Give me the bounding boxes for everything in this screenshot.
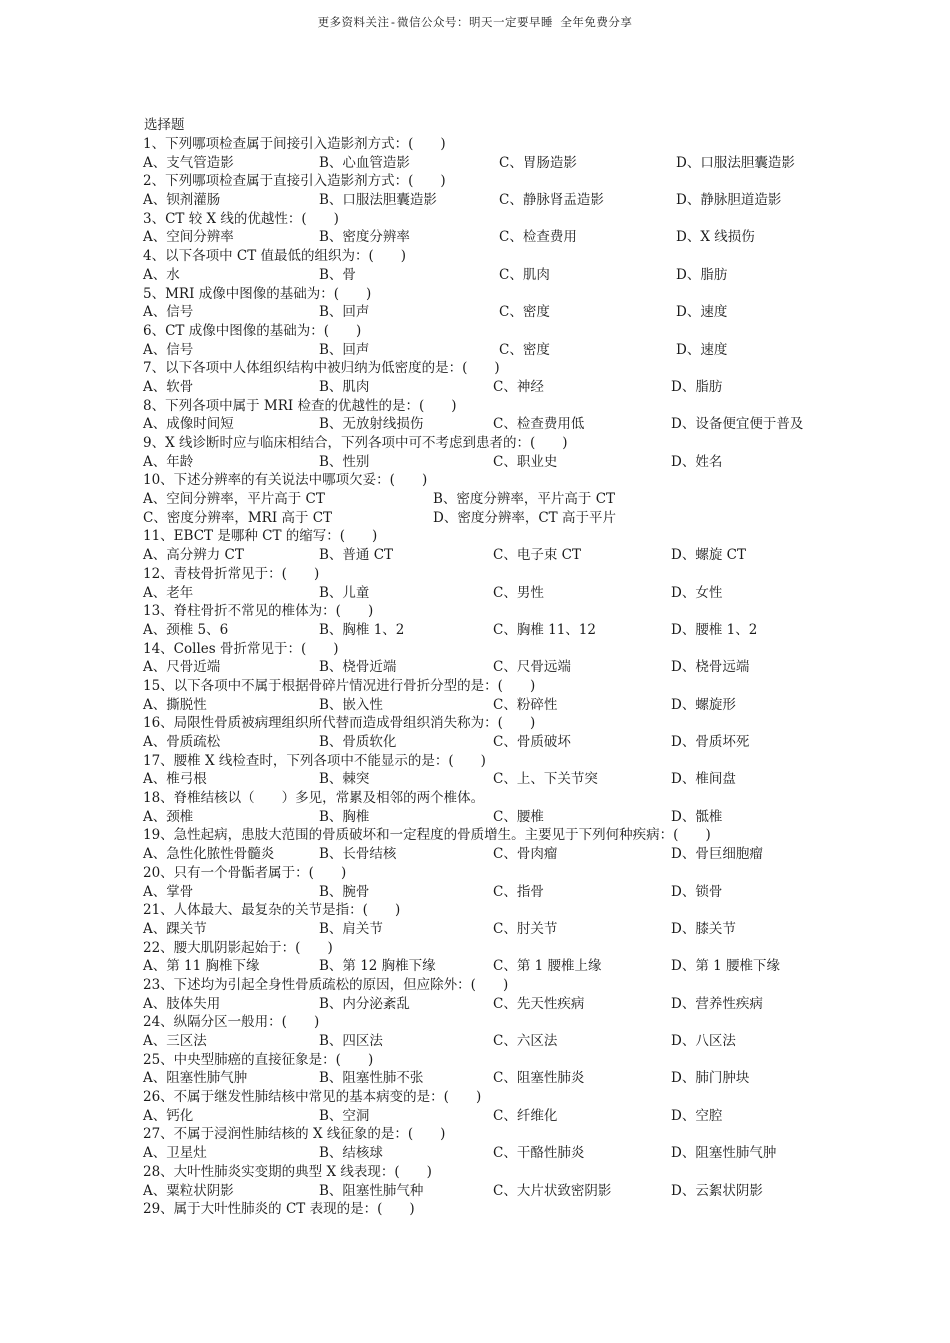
option-row — [143, 845, 843, 864]
option-b: B、肩关节 — [319, 920, 383, 937]
option-c: C、肘关节 — [493, 920, 558, 937]
option-row — [143, 154, 843, 173]
question-stem: 13、脊柱骨折不常见的椎体为：( ) — [143, 603, 374, 620]
question-stem: 28、大叶性肺炎实变期的典型 X 线表现：( ) — [143, 1163, 432, 1180]
question-stem: 17、腰椎 X 线检查时，下列各项中不能显示的是：( ) — [143, 752, 486, 769]
option-c: C、胸椎 11、12 — [493, 621, 596, 638]
option-d: D、云絮状阴影 — [671, 1182, 763, 1199]
option-row — [143, 621, 843, 640]
option-c: C、密度 — [499, 304, 550, 321]
option-a: A、掌骨 — [143, 883, 194, 900]
option-d: D、脂肪 — [676, 266, 728, 283]
option-c: C、第 1 腰椎上缘 — [493, 958, 602, 975]
option-c: C、六区法 — [493, 1033, 558, 1049]
option-row — [143, 920, 843, 939]
question-stem: 22、腰大肌阴影起始于：( ) — [143, 939, 333, 956]
option-c: C、大片状致密阴影 — [493, 1182, 612, 1199]
option-c: C、先天性疾病 — [493, 995, 585, 1012]
question-stem: 16、局限性骨质被病理组织所代替而造成骨组织消失称为：( ) — [143, 715, 536, 732]
option-b: B、胸椎 1、2 — [319, 621, 405, 638]
option-d: D、桡骨远端 — [671, 659, 750, 676]
option-c: C、静脉肾盂造影 — [499, 192, 604, 209]
question-stem: 19、急性起病，患肢大范围的骨质破坏和一定程度的骨质增生。主要见于下列何种疾病：( ) — [143, 827, 711, 844]
question-stem: 12、青枝骨折常见于：( ) — [143, 565, 320, 582]
option-d: D、速度 — [676, 304, 728, 321]
option-d: D、密度分辨率，CT 高于平片 — [433, 509, 616, 526]
option-c: C、纤维化 — [493, 1107, 558, 1124]
option-d: D、骨质坏死 — [671, 734, 750, 750]
option-row — [143, 770, 843, 789]
option-b: B、密度分辨率，平片高于 CT — [433, 491, 616, 508]
option-row — [143, 584, 843, 603]
option-d: D、阻塞性肺气肿 — [671, 1145, 777, 1162]
option-b: B、肌肉 — [319, 378, 370, 395]
option-row — [143, 696, 843, 715]
option-d: D、X 线损伤 — [676, 229, 755, 246]
exam-page — [143, 116, 843, 1219]
question-stem: 3、CT 较 X 线的优越性：( ) — [143, 210, 339, 227]
option-a: A、信号 — [143, 304, 194, 321]
option-a: A、尺骨近端 — [143, 659, 221, 676]
option-a: A、肢体失用 — [143, 995, 221, 1012]
option-c: C、密度 — [499, 341, 550, 358]
option-b: B、桡骨近端 — [319, 659, 397, 676]
option-a: A、椎弓根 — [143, 771, 207, 788]
option-b: B、口服法胆囊造影 — [319, 192, 437, 209]
option-d: D、骨巨细胞瘤 — [671, 846, 763, 863]
option-a: A、卫星灶 — [143, 1145, 207, 1162]
option-c: C、尺骨远端 — [493, 659, 571, 676]
option-d: D、椎间盘 — [671, 771, 736, 788]
option-d: D、八区法 — [671, 1033, 736, 1049]
option-a: A、急性化脓性骨髓炎 — [143, 846, 275, 863]
option-c: C、骨质破坏 — [493, 734, 571, 750]
question-stem: 6、CT 成像中图像的基础为：( ) — [143, 322, 362, 339]
option-a: A、水 — [143, 266, 180, 283]
option-row — [143, 1069, 843, 1088]
option-d: D、姓名 — [671, 453, 723, 470]
option-row — [143, 1144, 843, 1163]
option-b: B、嵌入性 — [319, 696, 383, 713]
option-b: B、无放射线损伤 — [319, 416, 424, 433]
option-c: C、电子束 CT — [493, 547, 581, 564]
option-b: B、回声 — [319, 304, 370, 321]
option-row — [143, 378, 843, 397]
option-c: C、上、下关节突 — [493, 771, 598, 788]
section-title: 选择题 — [144, 117, 185, 133]
option-a: A、颈椎 — [143, 808, 194, 825]
option-row — [143, 1182, 843, 1201]
option-b: B、骨 — [319, 266, 356, 283]
option-a: A、颈椎 5、6 — [143, 621, 229, 638]
option-a: A、成像时间短 — [143, 416, 234, 433]
option-c: C、检查费用 — [499, 229, 577, 246]
option-b: B、儿童 — [319, 584, 370, 601]
question-stem: 11、EBCT 是哪种 CT 的缩写：( ) — [143, 528, 378, 545]
option-b: B、空洞 — [319, 1107, 370, 1124]
option-c: C、腰椎 — [493, 808, 544, 825]
option-row — [143, 303, 843, 322]
question-stem: 8、下列各项中属于 MRI 检查的优越性的是：( ) — [143, 397, 457, 414]
question-stem: 5、MRI 成像中图像的基础为：( ) — [143, 285, 372, 302]
option-c: C、检查费用低 — [493, 416, 585, 433]
option-d: D、骶椎 — [671, 808, 723, 825]
option-row — [143, 1032, 843, 1051]
option-d: D、螺旋 CT — [671, 547, 746, 564]
question-stem: 24、纵隔分区一般用：( ) — [143, 1014, 320, 1031]
question-stem: 21、人体最大、最复杂的关节是指：( ) — [143, 902, 401, 919]
option-b: B、四区法 — [319, 1033, 383, 1049]
option-d: D、膝关节 — [671, 920, 736, 937]
option-b: B、胸椎 — [319, 808, 370, 825]
option-a: A、阻塞性肺气肿 — [143, 1070, 248, 1087]
option-c: C、密度分辨率，MRI 高于 CT — [143, 509, 333, 526]
option-b: B、骨质软化 — [319, 734, 397, 750]
option-c: C、神经 — [493, 378, 544, 395]
option-b: B、腕骨 — [319, 883, 370, 900]
option-a: A、撕脱性 — [143, 696, 207, 713]
option-c: C、胃肠造影 — [499, 154, 577, 171]
option-row — [143, 546, 843, 565]
option-c: C、骨肉瘤 — [493, 846, 558, 863]
option-row — [143, 808, 843, 827]
option-a: A、三区法 — [143, 1033, 207, 1049]
option-row — [143, 228, 843, 247]
option-b: B、阻塞性肺气种 — [319, 1182, 424, 1199]
option-b: B、长骨结核 — [319, 846, 397, 863]
question-stem: 7、以下各项中人体组织结构中被归纳为低密度的是：( ) — [143, 360, 500, 377]
option-a: A、老年 — [143, 584, 194, 601]
option-row — [143, 191, 843, 210]
option-b: B、棘突 — [319, 771, 370, 788]
option-a: A、空间分辨率 — [143, 229, 234, 246]
question-stem: 18、脊椎结核以（ ）多见，常累及相邻的两个椎体。 — [143, 790, 485, 807]
option-b: B、普通 CT — [319, 547, 394, 564]
option-row — [143, 453, 843, 472]
option-a: A、软骨 — [143, 378, 194, 395]
option-d: D、第 1 腰椎下缘 — [671, 958, 780, 975]
option-row — [143, 341, 843, 360]
option-b: B、心血管造影 — [319, 154, 410, 171]
option-row — [143, 957, 843, 976]
option-row — [143, 995, 843, 1014]
option-row — [143, 883, 843, 902]
option-c: C、男性 — [493, 584, 544, 601]
option-d: D、口服法胆囊造影 — [676, 154, 795, 171]
option-a: A、骨质疏松 — [143, 734, 221, 750]
option-row — [143, 490, 843, 509]
option-d: D、螺旋形 — [671, 696, 736, 713]
option-b: B、性别 — [319, 453, 370, 470]
option-b: B、阻塞性肺不张 — [319, 1070, 424, 1087]
option-a: A、年龄 — [143, 453, 194, 470]
option-row — [143, 266, 843, 285]
option-d: D、锁骨 — [671, 883, 723, 900]
option-d: D、腰椎 1、2 — [671, 621, 758, 638]
question-stem: 10、下述分辨率的有关说法中哪项欠妥：( ) — [143, 472, 428, 489]
question-stem: 9、X 线诊断时应与临床相结合，下列各项中可不考虑到患者的：( ) — [143, 435, 568, 451]
question-stem: 14、Colles 骨折常见于：( ) — [143, 640, 339, 657]
question-stem: 23、下述均为引起全身性骨质疏松的原因，但应除外：( ) — [143, 976, 509, 993]
option-row — [143, 415, 843, 434]
option-a: A、第 11 胸椎下缘 — [143, 958, 260, 975]
option-d: D、空腔 — [671, 1107, 723, 1124]
option-row — [143, 509, 843, 528]
option-d: D、肺门肿块 — [671, 1070, 750, 1087]
option-d: D、营养性疾病 — [671, 995, 763, 1012]
option-a: A、支气管造影 — [143, 154, 234, 171]
option-row — [143, 733, 843, 752]
question-stem: 20、只有一个骨骺者属于：( ) — [143, 864, 347, 881]
question-stem: 2、下列哪项检查属于直接引入造影剂方式：( ) — [143, 173, 446, 190]
option-row — [143, 658, 843, 677]
option-c: C、指骨 — [493, 883, 544, 900]
option-b: B、回声 — [319, 341, 370, 358]
option-b: B、内分泌紊乱 — [319, 995, 410, 1012]
option-row — [143, 1107, 843, 1126]
question-stem: 4、以下各项中 CT 值最低的组织为：( ) — [143, 248, 407, 265]
option-c: C、阻塞性肺炎 — [493, 1070, 585, 1087]
option-c: C、肌肉 — [499, 266, 550, 283]
option-d: D、设备便宜便于普及 — [671, 416, 804, 433]
option-c: C、职业史 — [493, 453, 558, 470]
option-a: A、空间分辨率，平片高于 CT — [143, 491, 325, 508]
question-stem: 1、下列哪项检查属于间接引入造影剂方式：( ) — [143, 136, 446, 152]
question-stem: 26、不属于继发性肺结核中常见的基本病变的是：( ) — [143, 1089, 482, 1106]
option-a: A、钡剂灌肠 — [143, 192, 221, 209]
option-d: D、速度 — [676, 341, 728, 358]
option-a: A、踝关节 — [143, 920, 207, 937]
option-d: D、静脉胆道造影 — [676, 192, 782, 209]
question-stem: 29、属于大叶性肺炎的 CT 表现的是：( ) — [143, 1201, 415, 1218]
question-stem: 15、以下各项中不属于根据骨碎片情况进行骨折分型的是：( ) — [143, 677, 536, 694]
option-b: B、结核球 — [319, 1145, 383, 1162]
question-list — [143, 135, 843, 1219]
option-d: D、女性 — [671, 584, 723, 601]
option-c: C、粉碎性 — [493, 696, 558, 713]
question-stem: 25、中央型肺癌的直接征象是：( ) — [143, 1051, 374, 1068]
option-a: A、高分辨力 CT — [143, 547, 244, 564]
option-a: A、信号 — [143, 341, 194, 358]
option-c: C、干酪性肺炎 — [493, 1145, 585, 1162]
option-a: A、钙化 — [143, 1107, 194, 1124]
option-b: B、密度分辨率 — [319, 229, 410, 246]
question-stem: 27、不属于浸润性肺结核的 X 线征象的是：( ) — [143, 1126, 446, 1143]
option-d: D、脂肪 — [671, 378, 723, 395]
header-banner: 更多资料关注-微信公众号：明天一定要早睡 全年免费分享 — [317, 15, 633, 29]
option-b: B、第 12 胸椎下缘 — [319, 958, 436, 975]
option-a: A、粟粒状阴影 — [143, 1182, 234, 1199]
